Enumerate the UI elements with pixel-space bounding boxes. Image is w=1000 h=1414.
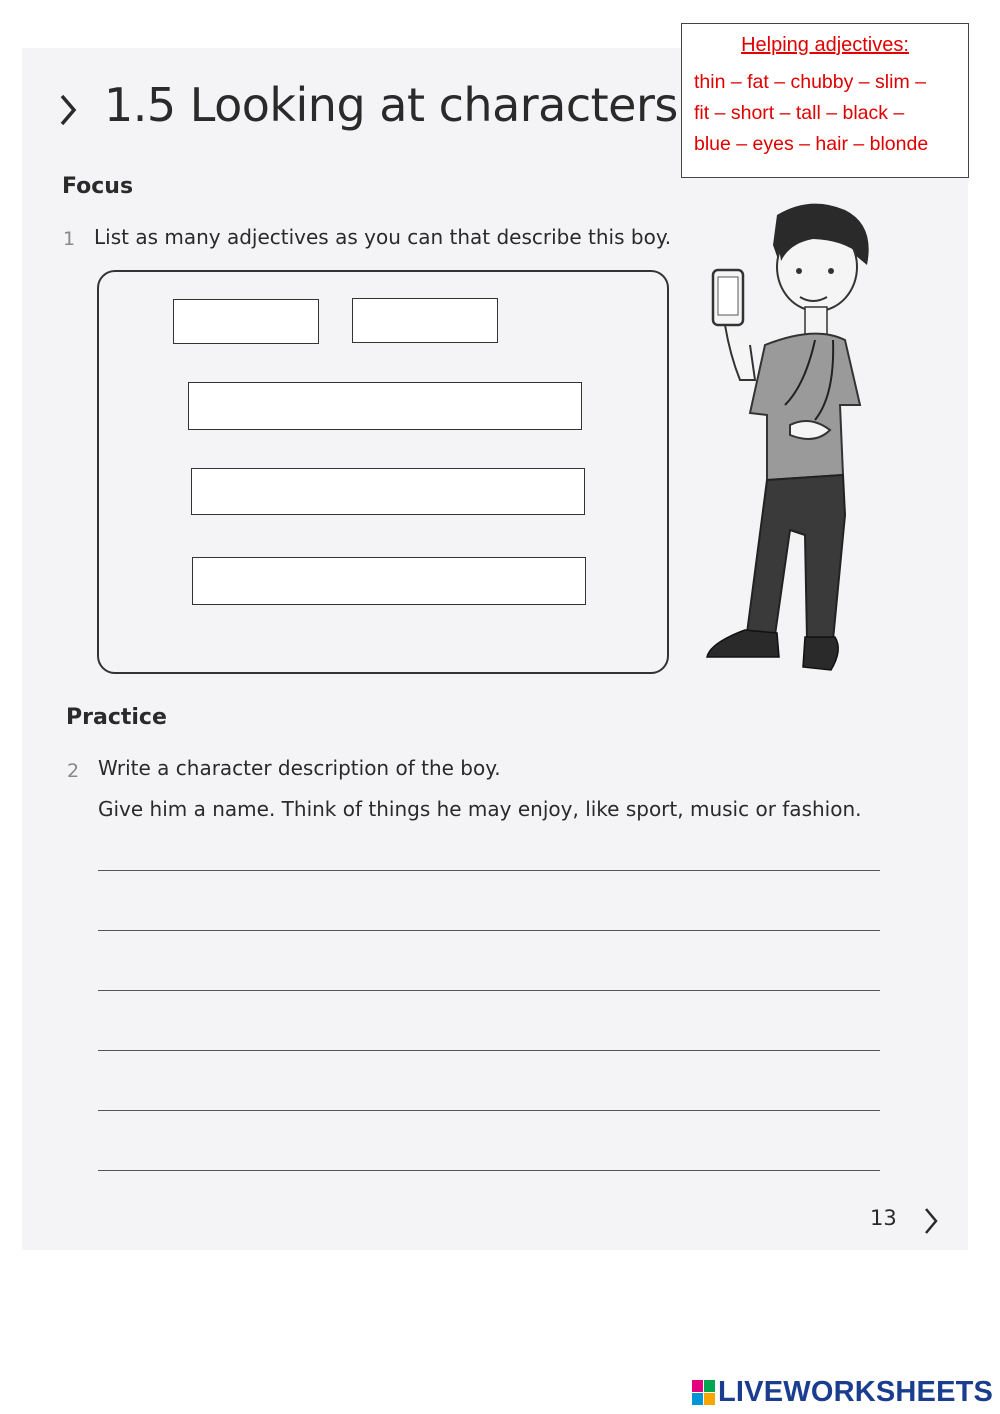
adjective-input-1[interactable] [173,299,319,344]
page-title: 1.5 Looking at characters [104,78,678,132]
question-number: 2 [67,760,80,782]
helping-adjectives-line: fit – short – tall – black – [694,102,905,124]
liveworksheets-brand [692,1376,993,1409]
helping-adjectives-line: blue – eyes – hair – blonde [694,133,929,155]
writing-line [98,1170,880,1171]
focus-question: List as many adjectives as you can that describe this boy. [94,225,672,249]
question-number: 1 [63,228,76,250]
brand-name: LIVEWORKSHEETS [718,1376,994,1408]
adjective-input-2[interactable] [352,298,498,343]
writing-line [98,870,880,871]
adjective-input-3[interactable] [188,382,582,430]
boy-illustration [695,195,895,685]
writing-line [98,1110,880,1111]
practice-question: Write a character description of the boy. [98,756,501,780]
helping-adjectives-box [681,23,969,178]
focus-heading: Focus [62,174,134,199]
chevron-right-icon [58,92,80,128]
writing-line [98,930,880,931]
liveworksheets-logo-icon [692,1380,716,1406]
adjective-input-5[interactable] [192,557,586,605]
page-number: 13 [870,1206,897,1230]
writing-line [98,990,880,991]
helping-adjectives-line: thin – fat – chubby – slim – [694,71,926,93]
adjective-input-4[interactable] [191,468,585,515]
helping-adjectives-title: Helping adjectives: [741,34,909,56]
practice-instruction: Give him a name. Think of things he may enjoy, like sport, music or fashion. [98,797,862,821]
chevron-right-icon [922,1206,940,1236]
writing-line [98,1050,880,1051]
practice-heading: Practice [66,705,167,730]
